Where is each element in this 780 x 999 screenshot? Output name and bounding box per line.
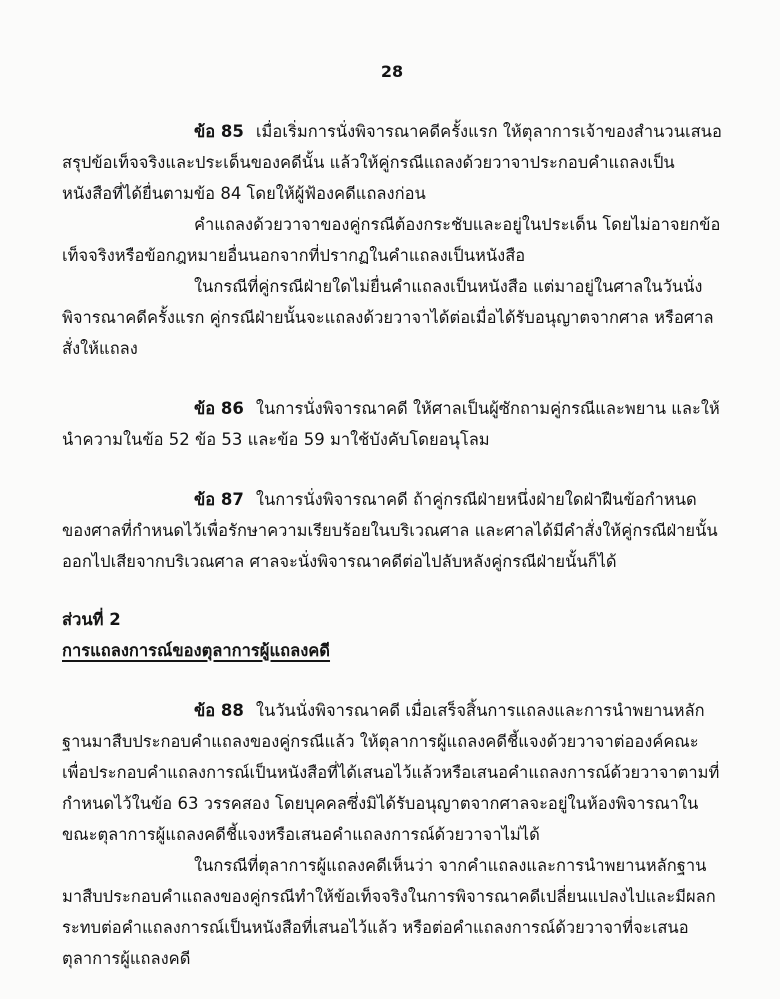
clause-85-text-1: เมื่อเริ่มการนั่งพิจารณาคดีครั้งแรก ให้ตุลาการเจ้าของสำนวนเสนอสรุปข้อเท็จจริงและประเด็นของคดีนั้น แล้วให้คู่กรณีแถลงด้วยวาจาประกอบคำแถลงเป็นหนังสือที่ได้ยื่นตามข้อ 84 โดยให้ผู้ฟ้องคดีแถลงก่อน: [62, 122, 722, 203]
clause-87-paragraph: [62, 484, 722, 577]
clause-85-paragraph-1: [62, 116, 722, 209]
section-2-title: ส่วนที่ 2: [62, 610, 121, 629]
section-2-heading: [62, 604, 722, 666]
clause-86-paragraph: [62, 393, 722, 455]
clause-85-label: ข้อ 85: [194, 122, 244, 141]
clause-88-text-2: ในกรณีที่ตุลาการผู้แถลงคดีเห็นว่า จากคำแถลงและการนำพยานหลักฐานมาสืบประกอบคำแถลงของคู่กรณีทำให้ข้อเท็จจริงในการพิจารณาคดีเปลี่ยนแปลงไปและมีผลกระทบต่อคำแถลงการณ์เป็นหนังสือที่เสนอไว้แล้ว หรือต่อคำแถลงการณ์ด้วยวาจาที่จะเสนอ ตุลาการผู้แถลงคดี: [62, 856, 716, 968]
clause-87-label: ข้อ 87: [194, 490, 244, 509]
clause-85-text-2: คำแถลงด้วยวาจาของคู่กรณีต้องกระชับและอยู่ในประเด็น โดยไม่อาจยกข้อเท็จจริงหรือข้อกฎหมายอื่นนอกจากที่ปรากฏในคำแถลงเป็นหนังสือ: [62, 215, 721, 265]
clause-88-paragraph-2: [62, 850, 722, 974]
document-body: [62, 116, 722, 974]
clause-88-label: ข้อ 88: [194, 701, 244, 720]
clause-87-text: ในการนั่งพิจารณาคดี ถ้าคู่กรณีฝ่ายหนึ่งฝ่ายใดฝ่าฝืนข้อกำหนดของศาลที่กำหนดไว้เพื่อรักษาความเรียบร้อยในบริเวณศาล และศาลได้มีคำสั่งให้คู่กรณีฝ่ายนั้นออกไปเสียจากบริเวณศาล ศาลจะนั่งพิจารณาคดีต่อไปลับหลังคู่กรณีฝ่ายนั้นก็ได้: [62, 490, 718, 571]
page-number: 28: [380, 62, 404, 81]
section-2-subtitle: การแถลงการณ์ของตุลาการผู้แถลงคดี: [62, 641, 331, 660]
clause-86-label: ข้อ 86: [194, 399, 244, 418]
clause-88-paragraph-1: [62, 695, 722, 850]
clause-85-paragraph-2: [62, 209, 722, 271]
clause-85-paragraph-3: [62, 271, 722, 364]
clause-86-text: ในการนั่งพิจารณาคดี ให้ศาลเป็นผู้ซักถามคู่กรณีและพยาน และให้นำความในข้อ 52 ข้อ 53 และข้อ 59 มาใช้บังคับโดยอนุโลม: [62, 399, 720, 449]
clause-85-text-3: ในกรณีที่คู่กรณีฝ่ายใดไม่ยื่นคำแถลงเป็นหนังสือ แต่มาอยู่ในศาลในวันนั่งพิจารณาคดีครั้งแรก คู่กรณีฝ่ายนั้นจะแถลงด้วยวาจาได้ต่อเมื่อได้รับอนุญาตจากศาล หรือศาลสั่งให้แถลง: [62, 277, 714, 358]
clause-88-text-1: ในวันนั่งพิจารณาคดี เมื่อเสร็จสิ้นการแถลงและการนำพยานหลักฐานมาสืบประกอบคำแถลงของคู่กรณีแล้ว ให้ตุลาการผู้แถลงคดีชี้แจงด้วยวาจาต่อองค์คณะเพื่อประกอบคำแถลงการณ์เป็นหนังสือที่ได้เสนอไว้แล้วหรือเสนอคำแถลงการณ์ด้วยวาจาตามที่กำหนดไว้ในข้อ 63 วรรคสอง โดยบุคคลซึ่งมิได้รับอนุญาตจากศาลจะอยู่ในห้องพิจารณาในขณะตุลาการผู้แถลงคดีชี้แจงหรือเสนอคำแถลงการณ์ด้วยวาจาไม่ได้: [62, 701, 720, 844]
